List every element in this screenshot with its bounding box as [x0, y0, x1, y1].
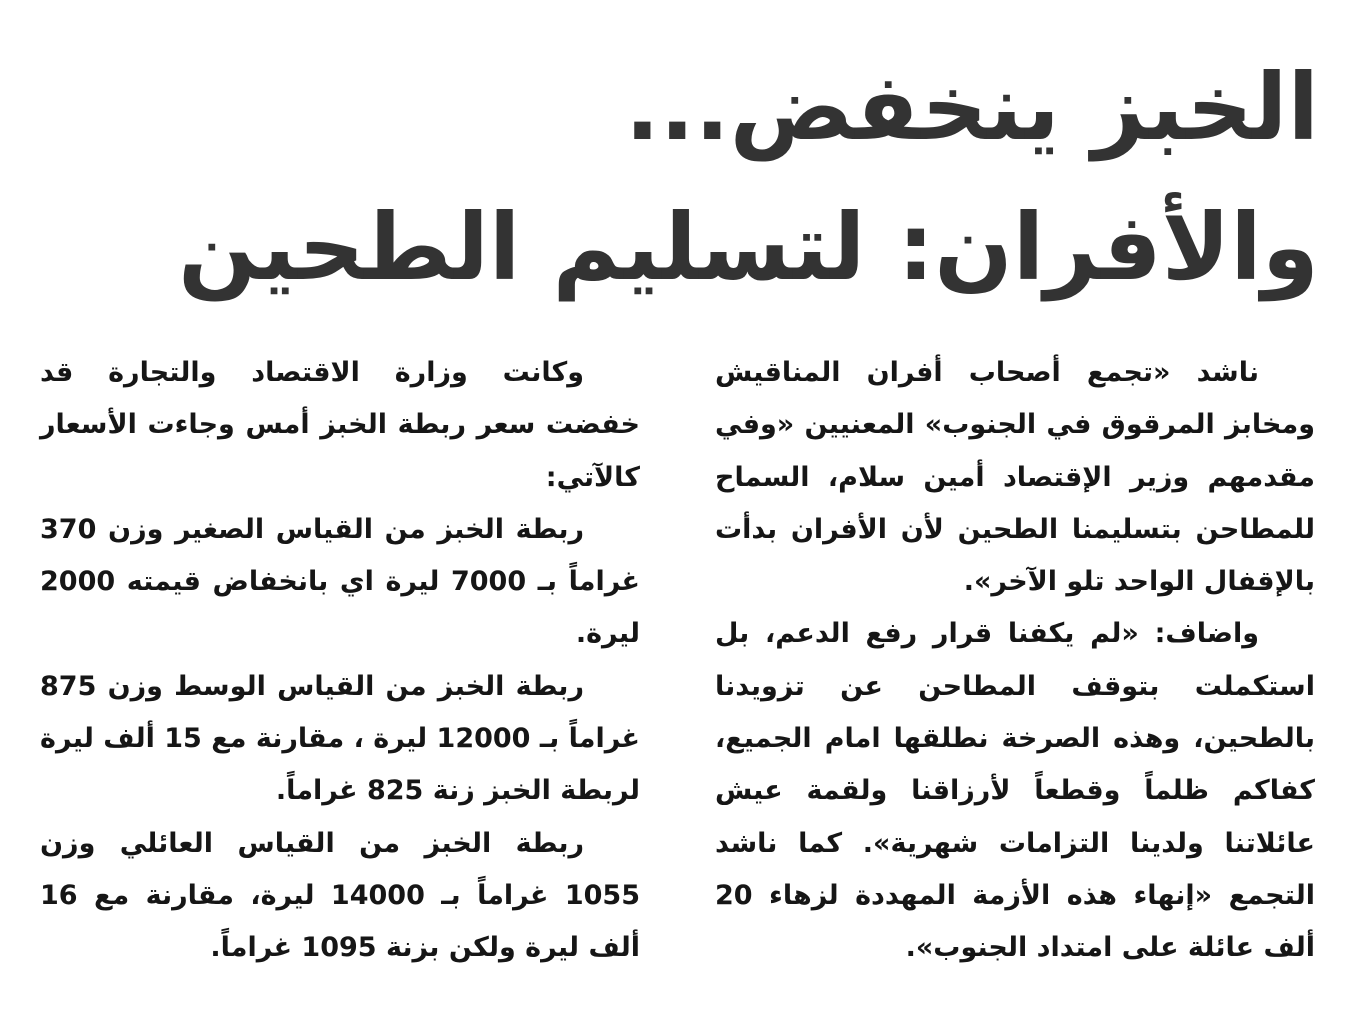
paragraph-appeal: ناشد «تجمع أصحاب أفران المناقيش ومخابز المرقوق في الجنوب» المعنيين «وفي مقدمهم وزير الإقتصاد أمين سلام، السماح للمطاحن بتسليمنا الطحين لأن الأفران بدأت بالإقفال الواحد تلو الآخر».	[715, 357, 1315, 598]
paragraph-ministry: وكانت وزارة الاقتصاد والتجارة قد خفضت سعر ربطة الخبز أمس وجاءت الأسعار كالآتي:	[40, 357, 640, 493]
paragraph-statement: واضاف: «لم يكفنا قرار رفع الدعم، بل استكملت بتوقف المطاحن عن تزويدنا بالطحين، وهذه الصرخة نطلقها امام الجميع، كفاكم ظلماً وقطعاً لأرزاقنا ولقمة عيش عائلاتنا ولدينا التزامات شهرية». كما ناشد التجمع «إنهاء هذه الأزمة المهددة لزهاء 20 ألف عائلة على امتداد الجنوب».	[715, 618, 1315, 964]
article-column-right	[715, 347, 1315, 975]
paragraph-medium-size: ربطة الخبز من القياس الوسط وزن 875 غراماً بـ 12000 ليرة ، مقارنة مع 15 ألف ليرة لربطة الخبز زنة 825 غراماً.	[40, 670, 640, 807]
headline	[178, 38, 1319, 318]
headline-line-2: والأفران: لتسليم الطحين	[178, 194, 1319, 301]
paragraph-family-size: ربطة الخبز من القياس العائلي وزن 1055 غراماً بـ 14000 ليرة، مقارنة مع 16 ألف ليرة ولكن بزنة 1095 غراماً.	[40, 827, 640, 964]
article-column-left	[40, 347, 640, 975]
paragraph-small-size: ربطة الخبز من القياس الصغير وزن 370 غراماً بـ 7000 ليرة اي بانخفاض قيمته 2000 ليرة.	[40, 513, 640, 650]
headline-line-1: الخبز ينخفض...	[624, 54, 1319, 161]
